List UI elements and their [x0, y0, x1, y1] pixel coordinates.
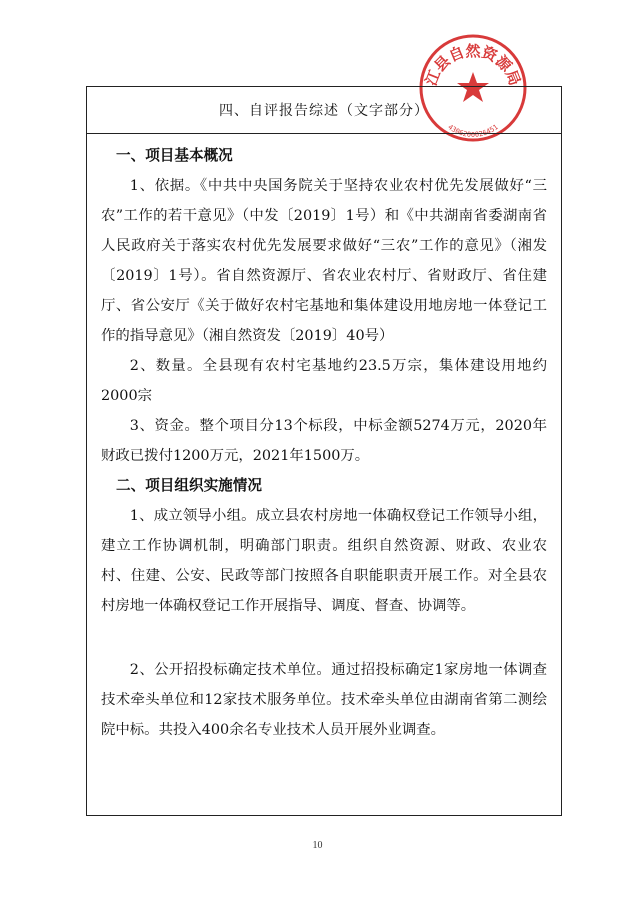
seal-code: 4306200026451: [446, 123, 500, 139]
page-number: 10: [312, 840, 323, 851]
paragraph-basis: 1、依据。《中共中央国务院关于坚持农业农村优先发展做好“三农”工作的若干意见》（中发〔2019〕1号）和《中共湖南省委湖南省人民政府关于落实农村优先发展要求做好“三农”工作的意见》（湘发〔2019〕1号）。省自然资源厅、省农业农村厅、省财政厅、省住建厅、省公安厅《关于做好农村宅基地和集体建设用地房地一体登记工作的指导意见》（湘自然资发〔2019〕40号）: [101, 178, 547, 344]
report-body: [101, 141, 547, 745]
spacer: [101, 621, 547, 655]
paragraph-leadership: 1、成立领导小组。成立县农村房地一体确权登记工作领导小组，建立工作协调机制，明确部门职责。组织自然资源、财政、农业农村、住建、公安、民政等部门按照各自职能职责开展工作。对全县农村房地一体确权登记工作开展指导、调度、督查、协调等。: [101, 508, 547, 614]
seal-text: 江县自然资源局: [421, 41, 525, 89]
paragraph-funds: 3、资金。整个项目分13个标段，中标金额5274万元，2020年财政已拨付1200万元，2021年1500万。: [101, 418, 547, 464]
page-title: 四、自评报告综述（文字部分）: [87, 87, 561, 134]
section-heading-overview: 一、项目基本概况: [116, 147, 233, 164]
report-frame: [86, 86, 562, 816]
paragraph-quantity: 2、数量。全县现有农村宅基地约23.5万宗，集体建设用地约2000宗: [101, 358, 547, 404]
paragraph-bidding: 2、公开招投标确定技术单位。通过招投标确定1家房地一体调查技术牵头单位和12家技术服务单位。技术牵头单位由湖南省第二测绘院中标。共投入400余名专业技术人员开展外业调查。: [101, 662, 547, 738]
section-heading-implementation: 二、项目组织实施情况: [116, 477, 262, 494]
